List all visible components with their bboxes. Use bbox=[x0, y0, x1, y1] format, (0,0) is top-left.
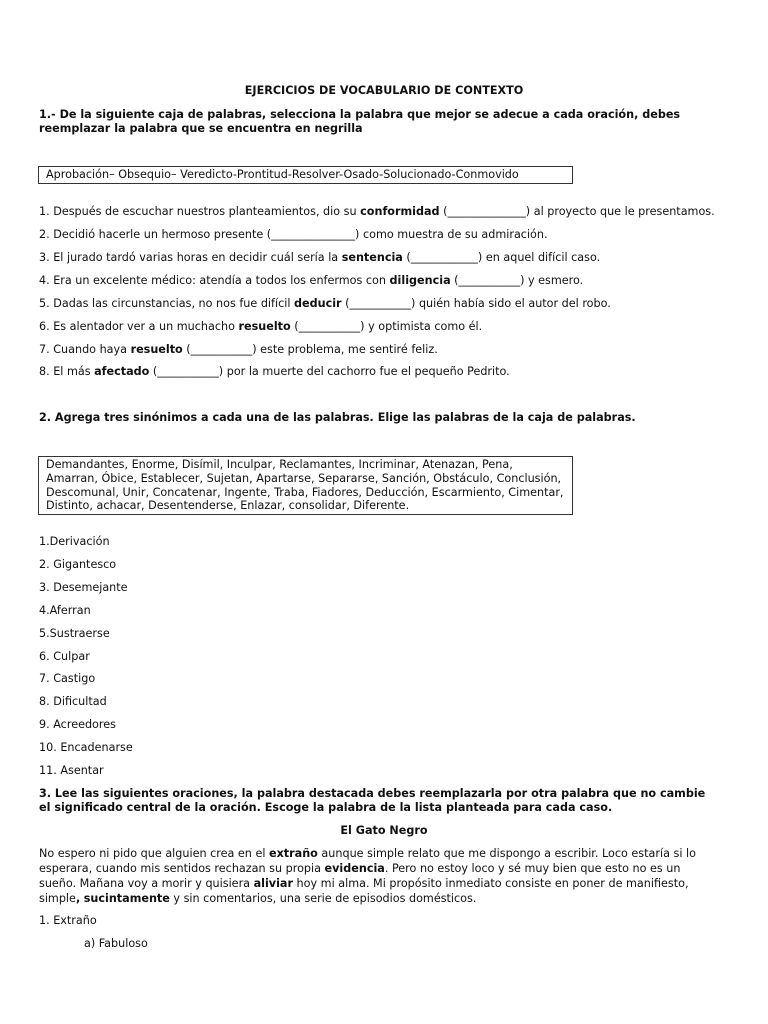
bold-word: conformidad bbox=[360, 205, 440, 218]
section1-word-box bbox=[38, 166, 573, 184]
section2-item: 7. Castigo bbox=[39, 672, 96, 685]
bold-word: sentencia bbox=[341, 251, 403, 264]
section2-item: 5.Sustraerse bbox=[39, 627, 110, 640]
section2-item: 8. Dificultad bbox=[39, 695, 107, 708]
bold-word: diligencia bbox=[389, 274, 451, 287]
word-box-line: Distinto, achacar, Desentenderse, Enlazar, consolidar, Diferente. bbox=[46, 499, 410, 513]
section2-word-box bbox=[38, 456, 573, 515]
bold-word: resuelto bbox=[238, 320, 291, 333]
section3-heading: 3. Lee las siguientes oraciones, la palabra destacada debes reemplazarla por otra palabra que no cambie el significado central de la oración. Escoge la palabra de la lista planteada para cada caso. bbox=[39, 787, 706, 814]
section2-item: 11. Asentar bbox=[39, 764, 104, 777]
bold-word: sucintamente bbox=[83, 892, 170, 905]
section3-option-a: a) Fabuloso bbox=[84, 937, 148, 950]
word-box-line: Amarran, Óbice, Establecer, Sujetan, Apartarse, Separarse, Sanción, Obstáculo, Conclusión, bbox=[46, 471, 562, 485]
word-box-line: Descomunal, Unir, Concatenar, Ingente, Traba, Fiadores, Deducción, Escarmiento, Cimentar, bbox=[46, 485, 564, 499]
bold-word: extraño bbox=[269, 847, 318, 860]
bold-word: aliviar bbox=[253, 877, 293, 890]
bold-word: resuelto bbox=[130, 343, 183, 356]
section1-item-1: 1. Después de escuchar nuestros planteamientos, dio su conformidad (______________) al proyecto que le presentamos. bbox=[39, 205, 715, 218]
section1-item-6: 6. Es alentador ver a un muchacho resuelto (___________) y optimista como él. bbox=[39, 320, 483, 333]
section1-item-3: 3. El jurado tardó varias horas en decidir cuál sería la sentencia (____________) en aquel difícil caso. bbox=[39, 251, 601, 264]
section2-heading: 2. Agrega tres sinónimos a cada una de las palabras. Elige las palabras de la caja de palabras. bbox=[39, 411, 636, 424]
bold-word: deducir bbox=[294, 297, 342, 310]
section2-item: 4.Aferran bbox=[39, 604, 91, 617]
section1-item-2: 2. Decidió hacerle un hermoso presente (_______________) como muestra de su admiración. bbox=[39, 228, 548, 241]
section2-item: 10. Encadenarse bbox=[39, 741, 133, 754]
document-title: EJERCICIOS DE VOCABULARIO DE CONTEXTO bbox=[244, 84, 524, 97]
section2-item: 6. Culpar bbox=[39, 650, 90, 663]
story-paragraph: No espero ni pido que alguien crea en el extraño aunque simple relato que me dispongo a escribir. Loco estaría si lo esperara, cuando mis sentidos rechazan su propia evidencia. Pero no estoy loco y sé muy bien que esto no es un sueño. Mañana voy a morir y quisiera aliviar hoy mi alma. Mi propósito inmediato consiste en poner de manifiesto, simple, sucintamente y sin comentarios, una serie de episodios domésticos. bbox=[39, 847, 696, 905]
section2-item: 9. Acreedores bbox=[39, 718, 116, 731]
section1-item-5: 5. Dadas las circunstancias, no nos fue difícil deducir (___________) quién había sido el autor del robo. bbox=[39, 297, 611, 310]
section2-item: 1.Derivación bbox=[39, 535, 110, 548]
section1-item-7: 7. Cuando haya resuelto (___________) este problema, me sentiré feliz. bbox=[39, 343, 438, 356]
story-title: El Gato Negro bbox=[340, 824, 428, 837]
word-box-text: Aprobación– Obsequio– Veredicto-Prontitud-Resolver-Osado-Solucionado-Conmovido bbox=[46, 168, 519, 181]
section3-question-1: 1. Extraño bbox=[39, 914, 97, 927]
section1-heading: 1.- De la siguiente caja de palabras, selecciona la palabra que mejor se adecue a cada oración, debes reemplazar la palabra que se encuentra en negrilla bbox=[39, 108, 681, 135]
section1-item-4: 4. Era un excelente médico: atendía a todos los enfermos con diligencia (___________) y esmero. bbox=[39, 274, 584, 287]
bold-word: evidencia bbox=[324, 862, 385, 875]
section1-item-8: 8. El más afectado (___________) por la muerte del cachorro fue el pequeño Pedrito. bbox=[39, 365, 510, 378]
section2-item: 2. Gigantesco bbox=[39, 558, 117, 571]
bold-word: afectado bbox=[94, 365, 150, 378]
section2-item: 3. Desemejante bbox=[39, 581, 128, 594]
word-box-line: Demandantes, Enorme, Disímil, Inculpar, Reclamantes, Incriminar, Atenazan, Pena, bbox=[46, 458, 513, 471]
